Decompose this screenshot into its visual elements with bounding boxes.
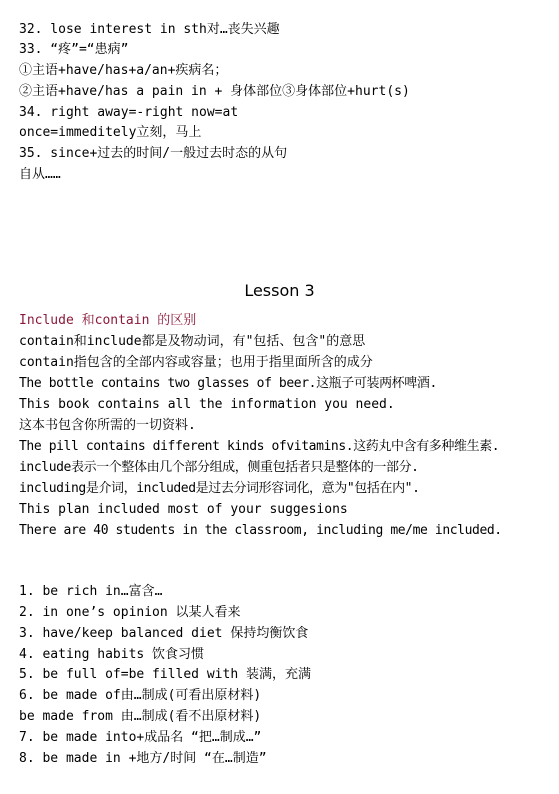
lesson-line-8: including是介词，included是过去分词形容词化，意为"包括在内". [19, 481, 420, 496]
phrase-6: 6. be made of由…制成(可看出原材料) [19, 688, 262, 703]
note-35-cont: 自从…… [19, 167, 61, 182]
lesson-line-2: contain指包含的全部内容或容量；也用于指里面所含的成分 [19, 355, 373, 370]
phrase-8: 8. be made in +地方/时间 “在…制造” [19, 751, 267, 766]
lesson-line-5: 这本书包含你所需的一切资料. [19, 418, 196, 433]
note-33-sub-2: ②主语+have/has a pain in + 身体部位③身体部位+hurt(s) [19, 84, 410, 99]
note-32: 32. lose interest in sth对…丧失兴趣 [19, 22, 280, 37]
note-33: 33. “疼”=“患病” [19, 42, 129, 57]
phrase-4: 4. eating habits 饮食习惯 [19, 647, 205, 662]
phrase-1: 1. be rich in…富含… [19, 584, 163, 599]
lesson-line-1: contain和include都是及物动词，有"包括、包含"的意思 [19, 334, 366, 349]
lesson-heading: Include 和contain 的区别 [19, 313, 197, 328]
lesson-line-3: The bottle contains two glasses of beer.这瓶子可装两杯啤酒. [19, 376, 437, 391]
phrase-5: 5. be full of=be filled with 装满，充满 [19, 667, 311, 682]
phrase-3: 3. have/keep balanced diet 保持均衡饮食 [19, 626, 309, 641]
lesson-title: Lesson 3 [244, 281, 315, 300]
phrase-6-cont: be made from 由…制成(看不出原材料) [19, 709, 262, 724]
lesson-line-7: include表示一个整体由几个部分组成，侧重包括者只是整体的一部分. [19, 460, 419, 475]
lesson-line-6: The pill contains different kinds ofvitamins.这药丸中含有多种维生素. [19, 439, 500, 454]
lesson-line-4: This book contains all the information you need. [19, 397, 395, 412]
note-35: 35. since+过去的时间/一般过去时态的从句 [19, 146, 288, 161]
phrase-7: 7. be made into+成品名 “把…制成…” [19, 730, 262, 745]
note-33-sub-1: ①主语+have/has+a/an+疾病名； [19, 63, 228, 78]
phrase-2: 2. in one’s opinion 以某人看来 [19, 605, 241, 620]
lesson-line-10: There are 40 students in the classroom, including me/me included. [19, 523, 502, 538]
note-34-cont: once=immeditely立刻，马上 [19, 125, 202, 140]
lesson-line-9: This plan included most of your suggesions [19, 502, 348, 517]
note-34: 34. right away=-right now=at [19, 105, 239, 120]
